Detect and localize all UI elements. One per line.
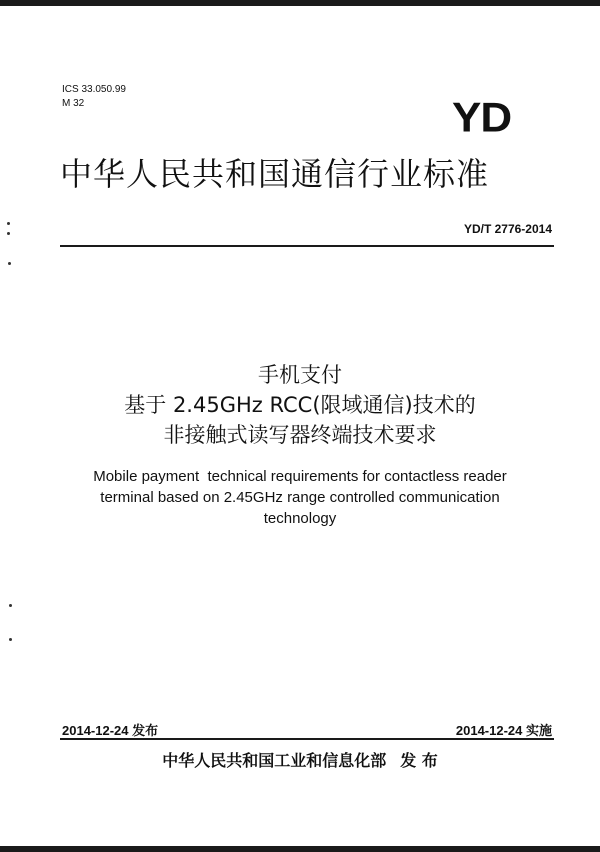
issuing-authority: [0, 748, 600, 771]
chinese-title: [0, 360, 600, 450]
top-border: [0, 0, 600, 6]
scan-mark: [7, 232, 10, 235]
scan-mark: [8, 262, 11, 265]
yd-logo: YD: [452, 94, 512, 141]
classification-block: [62, 83, 126, 111]
scan-mark: [9, 638, 12, 641]
scan-mark: [7, 222, 10, 225]
english-title-line: Mobile payment technical requirements for contactless reader: [93, 468, 507, 485]
header-divider: [60, 245, 554, 247]
scan-mark: [9, 604, 12, 607]
ccs-code: M 32: [62, 98, 85, 109]
english-title: [60, 466, 540, 529]
footer-divider: [60, 738, 554, 740]
chinese-title-line: 非接触式读写器终端技术要求: [163, 423, 437, 447]
english-title-line: technology: [263, 510, 337, 527]
issue-date: 2014-12-24 发布: [62, 723, 159, 738]
chinese-title-line: 手机支付: [258, 363, 342, 387]
chinese-title-line: 基于 2.45GHz RCC(限域通信)技术的: [124, 393, 476, 417]
bottom-border: [0, 846, 600, 852]
english-title-line: terminal based on 2.45GHz range controlled communication: [100, 489, 500, 506]
issuer-action: 发 布: [400, 751, 438, 770]
implementation-date: 2014-12-24 实施: [455, 723, 552, 738]
ics-code: ICS 33.050.99: [62, 84, 126, 95]
standard-code: YD/T 2776-2014: [463, 222, 552, 236]
organization-title: 中华人民共和国通信行业标准: [60, 155, 490, 193]
issuer-name: 中华人民共和国工业和信息化部: [162, 751, 387, 770]
